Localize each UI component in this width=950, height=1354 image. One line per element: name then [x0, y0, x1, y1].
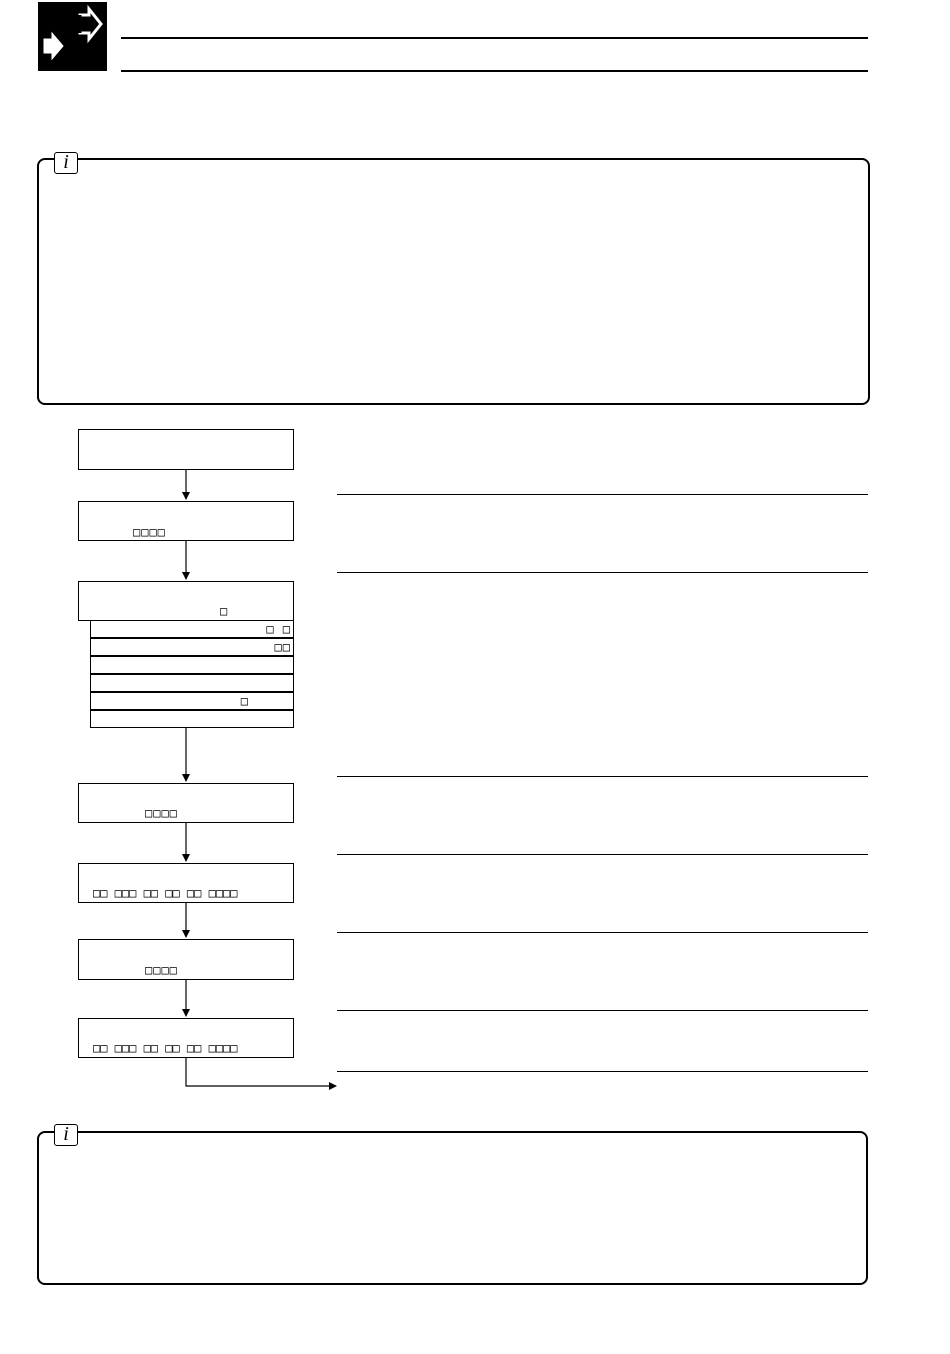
flow-step-6-label: □□□□ — [145, 963, 178, 977]
step-divider — [337, 854, 868, 855]
flow-step-5-label: □□ □□□ □□ □□ □□ □□□□ — [93, 886, 238, 900]
flow-step-3-row-label: □□ — [274, 640, 291, 654]
info-icon: i — [54, 1124, 78, 1146]
step-divider — [337, 932, 868, 933]
flow-step-3 — [78, 581, 294, 621]
flow-step-3-row — [90, 692, 294, 710]
flow-step-3-row-label: □ — [240, 694, 249, 708]
flow-step-3-row — [90, 710, 294, 728]
step-divider — [337, 494, 868, 495]
step-divider — [337, 572, 868, 573]
step-divider — [337, 1071, 868, 1072]
flow-step-3-row-label: □ □ — [266, 622, 291, 636]
flow-step-1 — [78, 429, 294, 470]
flow-step-3-row — [90, 638, 294, 656]
flow-step-3-row — [90, 620, 294, 638]
step-divider — [337, 776, 868, 777]
flow-step-5 — [78, 863, 294, 903]
flow-step-7-label: □□ □□□ □□ □□ □□ □□□□ — [93, 1041, 238, 1055]
step-divider — [337, 1010, 868, 1011]
flow-step-4-label: □□□□ — [145, 806, 178, 820]
flow-step-2 — [78, 501, 294, 541]
info-icon: i — [54, 152, 78, 174]
flow-step-2-label: □□□□ — [133, 525, 166, 539]
flow-step-3-label: □ — [220, 604, 229, 618]
flow-step-3-row — [90, 674, 294, 692]
flow-step-4 — [78, 783, 294, 823]
info-box-bottom — [37, 1131, 868, 1285]
flow-step-3-row — [90, 656, 294, 674]
flow-step-6 — [78, 939, 294, 980]
flow-step-7 — [78, 1018, 294, 1058]
